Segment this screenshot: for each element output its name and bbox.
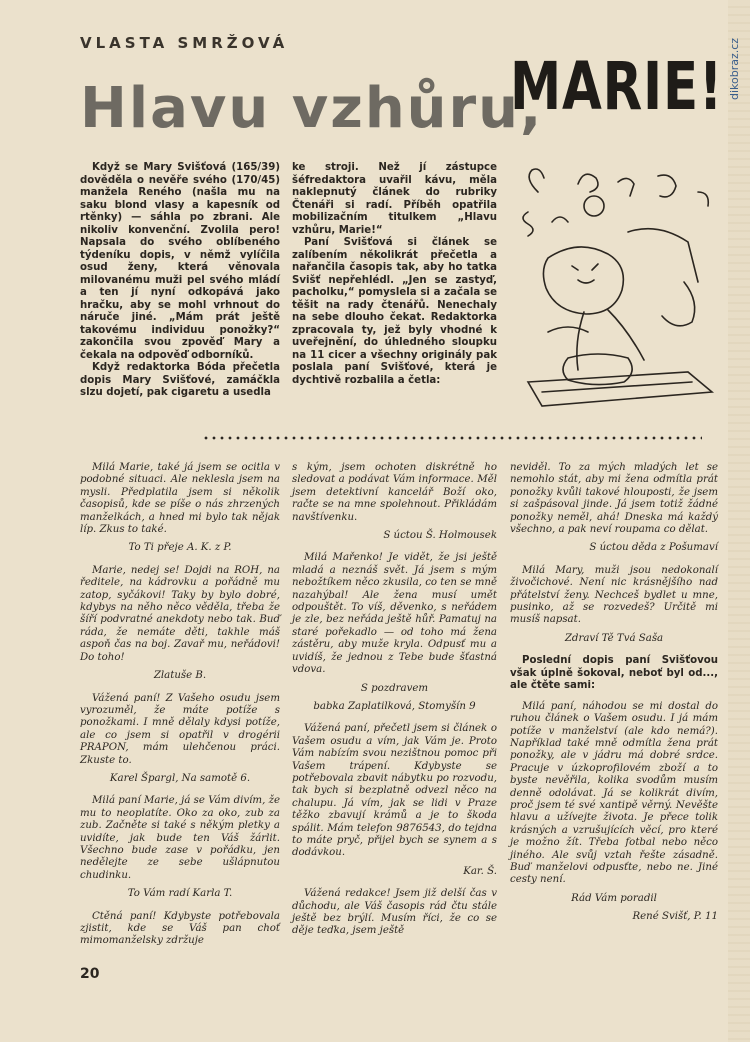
watermark-text: dikobraz.cz <box>728 37 741 100</box>
intro-paragraph: Paní Svišťová si článek se zalíbením několikrát přečetla a nařančila časopis tak, aby ho tatka Svišť nepřehlédl. „Jen se zastyď, pacholku,“ pomyslela si a začala se těšit na rady čtenářů. Nenechaly na sebe dlouho čekat. Redaktorka zpracovala ty, jež byly vhodné k uveřejnění, do úhledného sloupku na 11 cicer a všechny originály pak poslala paní Svišťové, která je dychtivě rozbalila a četla: <box>292 237 497 386</box>
letter-signature: Rád Vám poradil <box>571 892 657 904</box>
page-edge <box>728 0 750 1042</box>
letter-text: Vážená paní, přečetl jsem si článek o Vašem osudu a vím, jak Vám je. Proto Vám nabízím svou nezištnou pomoc při Vašem trápení. Kdybyste se potřebovala zbavit nábytku po rozvodu, tak bych si bezplatně odvezl něco na chalupu. Já vím, jak se lidi v Praze těžko zbavují krámů a je to škoda spálit. Mám telefon 9876543, do tejdna to máte pryč, přijel bych se synem a s dodávkou. <box>292 723 497 859</box>
dotted-divider <box>202 436 702 440</box>
headline-name: MARIE! <box>510 48 724 125</box>
intro-column-2 <box>292 162 497 387</box>
intro-paragraph: Když redaktorka Bóda přečetla dopis Mary Svišťové, zamáčkla slzu dojetí, pak cigaretu a usedla <box>80 362 280 398</box>
letter-text: Milá Marie, také já jsem se ocitla v podobné situaci. Ale neklesla jsem na mysli. Předplatila jsem si několik časopisů, kde se píše o nás zhrzených manželkách, a hned mi bylo tak nějak líp. Zkus to také. <box>80 462 280 536</box>
letter-text: s kým, jsem ochoten diskrétně ho sledovat a podávat Vám informace. Měl jsem detektivní kancelář Boží oko, račte se na mne spolehnout. Přikládám navštívenku. <box>292 462 497 523</box>
headline <box>80 36 730 146</box>
letter-text: neviděl. To za mých mladých let se nemohlo stát, aby mi žena odmítla prát ponožky kvůli takové hlouposti, že jsem si zašpásoval jinde. Já jsem totiž žádné ponožky neměl, ahá! Dneska má každý všechno, a pak neví roupama co dělat. <box>510 462 718 536</box>
letter-signature: René Svišť, P. 11 <box>632 911 718 923</box>
letters-column-3 <box>510 462 718 934</box>
page-number: 20 <box>80 966 100 982</box>
letter-signature: S pozdravem <box>360 682 429 694</box>
letter-text: Marie, nedej se! Dojdi na ROH, na ředitele, na kádrovku a pořádně mu zatop, syčákovi! Taky by bylo dobré, kdybys na něho něco věděla, třeba že šíří podvratné anekdoty nebo tak. Buď ráda, že nemáte děti, takhle máš aspoň čas na boj. Zavař mu, neřádovi! Do toho! <box>80 564 280 663</box>
letters-column-1 <box>80 462 280 948</box>
cartoon-illustration <box>508 162 730 422</box>
letter-text: Milá Mary, muži jsou nedokonalí živočichové. Není nic krásnějšího nad přátelství ženy. Nechceš bydlet u mne, pusinko, až se rozvedeš? Určitě mi musíš napsat. <box>510 564 718 626</box>
letter-text: Vážená paní! Z Vašeho osudu jsem vyrozuměl, že máte potíže s ponožkami. I mně dělaly kdysi potíže, ale co jsem si opatřil v drogérii PRAPON, mám ulehčenou práci. Zkuste to. <box>80 692 280 766</box>
letter-signature: S úctou děda z Pošumaví <box>589 542 718 554</box>
letter-text: Vážená redakce! Jsem již delší čas v důchodu, ale Váš časopis rád čtu stále ještě bez brýlí. Musím říci, že co se děje teďka, jsem ještě <box>292 888 497 937</box>
bridge-text: Poslední dopis paní Svišťovou však úplně šokoval, neboť byl od..., ale čtěte sami: <box>510 655 718 692</box>
letter-signature: Kar. Š. <box>463 865 497 877</box>
letter-text: Ctěná paní! Kdybyste potřebovala zjistit, kde se Váš pan choť mimomanželsky zdržuje <box>80 910 280 947</box>
letter-signature: Zdraví Tě Tvá Saša <box>564 632 664 644</box>
letter-signature: To Ti přeje A. K. z P. <box>128 542 232 554</box>
letter-signature: S úctou Š. Holmousek <box>383 530 497 542</box>
intro-paragraph: Když se Mary Svišťová (165/39) dověděla o nevěře svého (170/45) manžela Reného (našla mu na saku blond vlasy a kapesník od rtěnky) — sáhla po zbrani. Ale nikoliv konvenční. Zvolila pero! Napsala do svého oblíbeného týdeníku dopis, v němž vylíčila osud ženy, která věnovala milovanému muži pel svého mládí a ten jí nyní odkopává jako hračku, aby se mohl vrhnout do náruče jiné. „Mám prát ještě takovému individuu ponožky?“ zakončila svou zpověď Mary a čekala na odpověď odborníků. <box>80 162 280 361</box>
letter-text: Milá paní Marie, já se Vám divím, že mu to neoplatíte. Oko za oko, zub za zub. Začněte si také s někým pletky a uvidíte, jak bude ten Váš žárlit. Všechno bude zase v pořádku, jen nedělejte ze sebe ušlápnutou chudinku. <box>80 795 280 881</box>
letters-column-2 <box>292 462 497 938</box>
letter-signature: babka Zaplatilková, Stomyšín 9 <box>313 700 476 712</box>
letter-text: Milá paní, náhodou se mi dostal do ruhou článek o Vašem osudu. I já mám potíže v manželství (ale kdo nemá?). Například také mně odmítla žena prát ponožky, ale v jádru má dobré srdce. Pracuje v úzkoprofilovém zboží a to byste nevěřila, kolika svodům musím denně odolávat. Já se kolikrát divím, proč jsem té své xantipě věrný. Nevěšte hlavu a užívejte života. Je přece tolik krásných a vzrušujících věcí, pro které je možno žít. Třeba fotbal nebo něco jiného. Ale svůj vztah řešte zásadně. Buď manželovi odpusťte, nebo ne. Jiné cesty není. <box>510 700 718 886</box>
letter-text: Milá Mařenko! Je vidět, že jsi ještě mladá a neznáš svět. Já jsem s mým nebožtíkem něco zkusila, co ten se mně nazahýbal! Ale žena musí umět odpouštět. To víš, děvenko, s neřádem je zle, bez neřáda ještě hůř. Pamatuj na staré pořekadlo — od toho má žena zástěru, aby muže kryla. Odpusť mu a uvidíš, že jednou z Tebe bude šťastná vdova. <box>292 552 497 676</box>
letter-signature: Karel Špargl, Na samotě 6. <box>109 772 251 784</box>
headline-main: Hlavu vzhůru, <box>80 76 544 141</box>
letter-signature: To Vám radí Karla T. <box>127 888 233 900</box>
intro-paragraph: ke stroji. Než jí zástupce šéfredaktora uvařil kávu, měla naklepnutý článek do rubriky Čtenáři si radí. Příběh opatřila mobilizačním titulkem „Hlavu vzhůru, Marie!“ <box>292 162 497 236</box>
intro-column-1 <box>80 162 280 400</box>
watermark <box>728 20 746 100</box>
author-name: VLASTA SMRŽOVÁ <box>80 34 289 52</box>
letter-signature: Zlatuše B. <box>153 670 207 682</box>
